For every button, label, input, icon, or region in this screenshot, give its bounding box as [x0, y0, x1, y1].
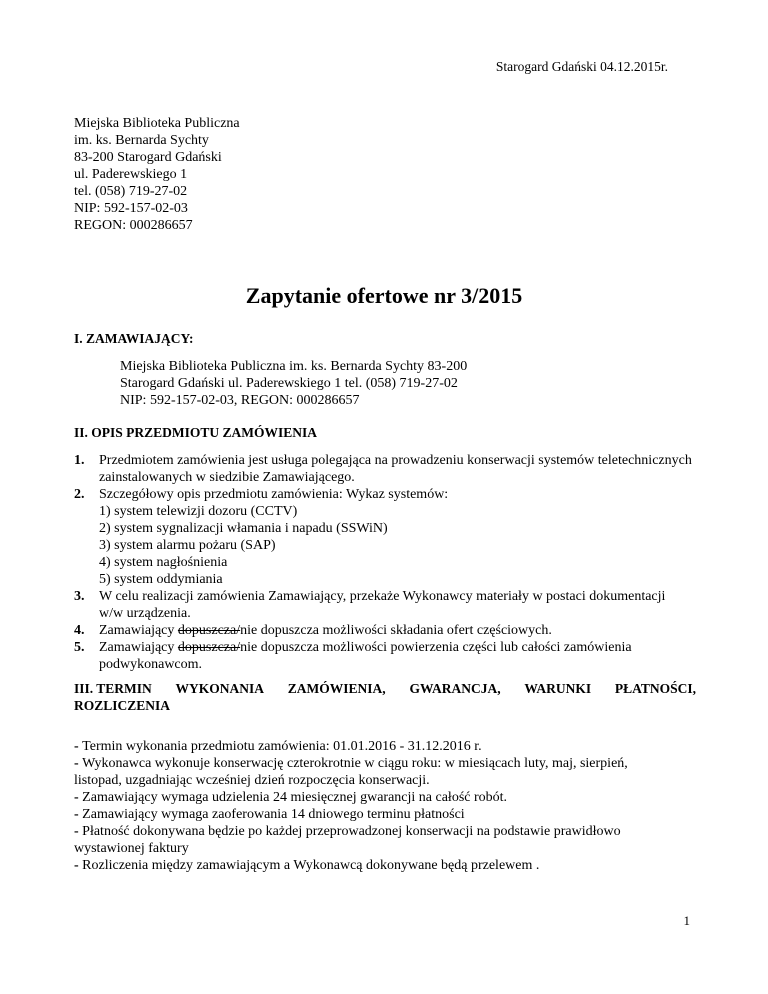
list-item-continuation [74, 469, 714, 486]
terms-text: Rozliczenia między zamawiającym a Wykonawcą dokonywane będą przelewem . [82, 858, 540, 873]
system-text: 4) system nagłośnienia [99, 555, 228, 570]
list-item [74, 639, 714, 656]
terms-text: Zamawiający wymaga udzielenia 24 miesięcznej gwarancji na całość robót. [82, 790, 508, 805]
heading-word: III. TERMIN [74, 681, 152, 696]
zamawiajacy-line: NIP: 592-157-02-03, REGON: 000286657 [120, 393, 360, 408]
item-text: podwykonawcom. [99, 657, 203, 672]
item-number: 1. [74, 453, 85, 468]
terms-line [74, 738, 714, 755]
terms-line [74, 755, 714, 772]
heading-word: ZAMÓWIENIA, [287, 681, 386, 696]
terms-text: Wykonawca wykonuje konserwację czterokrotnie w ciągu roku: w miesiącach luty, maj, sierpień, [82, 756, 628, 771]
document-date: Starogard Gdański 04.12.2015r. [495, 59, 668, 74]
item-number: 3. [74, 589, 85, 604]
item-number: 2. [74, 487, 85, 502]
terms-text: Zamawiający wymaga zaoferowania 14 dniowego terminu płatności [82, 807, 465, 822]
system-item [74, 554, 714, 571]
opis-list [74, 452, 714, 673]
terms-list [74, 738, 714, 874]
address-line: NIP: 592-157-02-03 [74, 201, 188, 216]
list-item-continuation [74, 605, 714, 622]
system-item [74, 571, 714, 588]
terms-text: Płatność dokonywana będzie po każdej przeprowadzonej konserwacji na podstawie prawidłowo [82, 824, 621, 839]
dash: - [74, 790, 83, 805]
list-item [74, 486, 714, 503]
list-item [74, 622, 714, 639]
item-text: zainstalowanych w siedzibie Zamawiającego. [99, 470, 355, 485]
item-text-post: nie dopuszcza możliwości powierzenia części lub całości zamówienia [240, 640, 632, 655]
section-heading-zamawiajacy: I. ZAMAWIAJĄCY: [74, 331, 194, 346]
section-heading-termin-line2: ROZLICZENIA [74, 698, 171, 713]
item-text: Przedmiotem zamówienia jest usługa polegająca na prowadzeniu konserwacji systemów teletechnicznych [99, 453, 692, 468]
terms-text: wystawionej faktury [74, 841, 189, 856]
item-text: Szczegółowy opis przedmiotu zamówienia: Wykaz systemów: [99, 487, 449, 502]
item-text-pre: Zamawiający [99, 640, 178, 655]
section-heading-opis: II. OPIS PRZEDMIOTU ZAMÓWIENIA [74, 425, 318, 440]
struck-text: dopuszcza/ [177, 640, 241, 655]
system-text: 5) system oddymiania [99, 572, 223, 587]
document-title: Zapytanie ofertowe nr 3/2015 [245, 283, 523, 308]
zamawiajacy-details [120, 358, 467, 409]
zamawiajacy-line: Miejska Biblioteka Publiczna im. ks. Bernarda Sychty 83-200 [120, 359, 468, 374]
system-item [74, 537, 714, 554]
address-line: ul. Paderewskiego 1 [74, 167, 188, 182]
terms-line [74, 806, 714, 823]
zamawiajacy-line: Starogard Gdański ul. Paderewskiego 1 tel. (058) 719-27-02 [120, 376, 458, 391]
heading-word: PŁATNOŚCI, [614, 681, 696, 696]
dash: - [74, 807, 83, 822]
system-text: 1) system telewizji dozoru (CCTV) [99, 504, 298, 519]
terms-line [74, 823, 714, 840]
item-text: w/w urządzenia. [99, 606, 191, 621]
terms-line [74, 840, 714, 857]
system-item [74, 503, 714, 520]
address-line: im. ks. Bernarda Sychty [74, 133, 209, 148]
list-item [74, 588, 714, 605]
address-line: Miejska Biblioteka Publiczna [74, 116, 240, 131]
system-text: 3) system alarmu pożaru (SAP) [99, 538, 276, 553]
list-item-continuation [74, 656, 714, 673]
terms-text: Termin wykonania przedmiotu zamówienia: 01.01.2016 - 31.12.2016 r. [82, 739, 482, 754]
system-text: 2) system sygnalizacji włamania i napadu (SSWiN) [99, 521, 388, 536]
terms-text: listopad, uzgadniając wcześniej dzień rozpoczęcia konserwacji. [74, 773, 430, 788]
item-number: 4. [74, 623, 85, 638]
heading-word: WYKONANIA [175, 681, 265, 696]
item-text-post: nie dopuszcza możliwości składania ofert częściowych. [240, 623, 552, 638]
system-item [74, 520, 714, 537]
section-heading-termin [74, 680, 696, 697]
address-line: REGON: 000286657 [74, 218, 193, 233]
page-number: 1 [683, 913, 690, 928]
heading-word: WARUNKI [524, 681, 592, 696]
struck-text: dopuszcza/ [177, 623, 241, 638]
item-text: W celu realizacji zamówienia Zamawiający, przekaże Wykonawcy materiały w postaci dokumentacji [99, 589, 666, 604]
heading-word: GWARANCJA, [409, 681, 501, 696]
item-number: 5. [74, 640, 85, 655]
item-text [99, 639, 632, 656]
list-item [74, 452, 714, 469]
item-text-pre: Zamawiający [99, 623, 178, 638]
dash: - [74, 858, 83, 873]
address-line: tel. (058) 719-27-02 [74, 184, 188, 199]
terms-line [74, 789, 714, 806]
dash: - [74, 824, 83, 839]
address-line: 83-200 Starogard Gdański [74, 150, 222, 165]
sender-address [74, 115, 240, 234]
terms-line [74, 772, 714, 789]
terms-line [74, 857, 714, 874]
dash: - [74, 739, 83, 754]
dash: - [74, 756, 83, 771]
item-text [99, 622, 552, 639]
